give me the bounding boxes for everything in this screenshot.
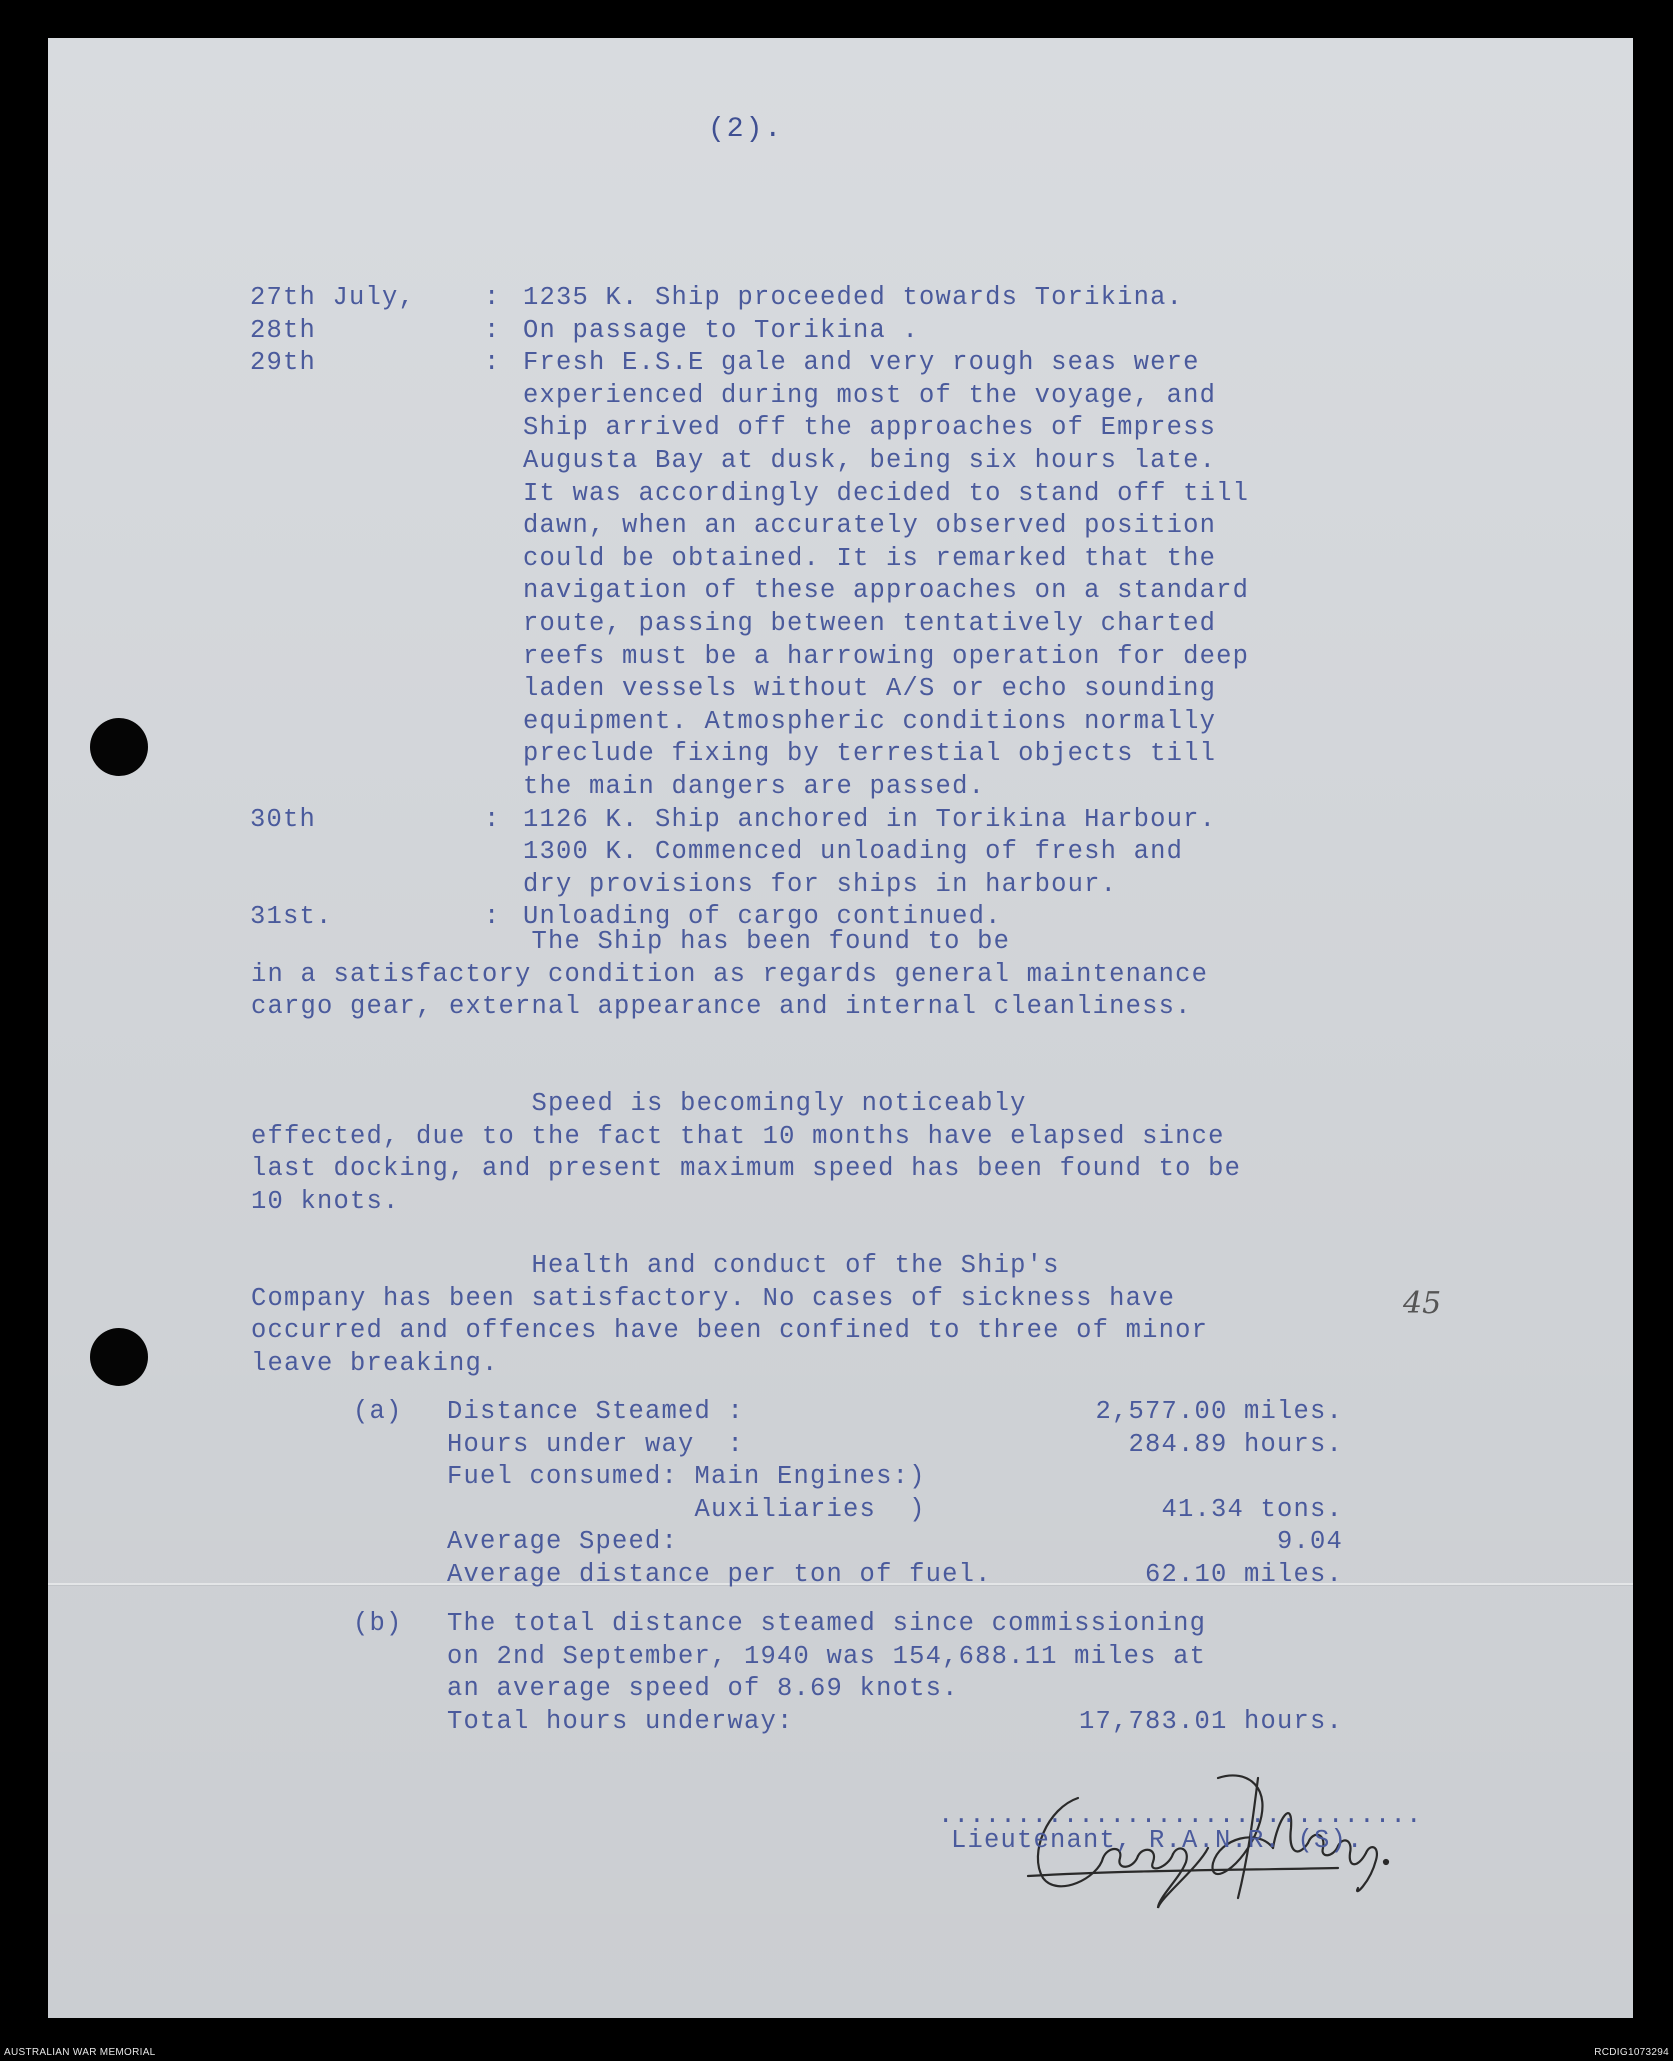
stat-value: 2,577.00 miles. bbox=[1095, 1397, 1343, 1426]
document-page bbox=[48, 38, 1633, 2018]
footer-id: RCDIG1073294 bbox=[1594, 2047, 1669, 2058]
stat-value: 9.04 bbox=[1276, 1527, 1343, 1557]
stat-label: Fuel consumed: Main Engines:) bbox=[447, 1462, 926, 1492]
log-text-line: experienced during most of the voyage, and bbox=[523, 380, 1217, 410]
paragraph-line: Health and conduct of the Ship's bbox=[251, 1251, 1060, 1280]
log-date: 29th bbox=[250, 348, 317, 378]
stat-value: 284.89 hours. bbox=[1128, 1429, 1343, 1459]
log-text-line: route, passing between tentatively charted bbox=[523, 609, 1217, 638]
log-text-line: Unloading of cargo continued. bbox=[523, 902, 1002, 932]
footer-source: AUSTRALIAN WAR MEMORIAL bbox=[4, 2047, 156, 2058]
log-separator: : bbox=[484, 283, 501, 312]
log-text-line: dawn, when an accurately observed position bbox=[523, 511, 1217, 541]
paragraph-line: occurred and offences have been confined to three of minor bbox=[251, 1316, 1209, 1346]
stat-label: Auxiliaries ) bbox=[447, 1494, 926, 1524]
log-text-line: On passage to Torikina . bbox=[523, 315, 920, 345]
log-text-line: Ship arrived off the approaches of Empress bbox=[523, 413, 1217, 443]
margin-note: 45 bbox=[1403, 1286, 1442, 1321]
paragraph-line: cargo gear, external appearance and internal cleanliness. bbox=[251, 992, 1192, 1022]
log-date: 30th bbox=[250, 804, 317, 834]
stat-value: 62.10 miles. bbox=[1144, 1560, 1343, 1589]
log-text-line: reefs must be a harrowing operation for deep bbox=[523, 641, 1250, 671]
log-text-line: 1235 K. Ship proceeded towards Torikina. bbox=[523, 283, 1184, 312]
total-hours-value: 17,783.01 hours. bbox=[1078, 1707, 1343, 1736]
paragraph-line: effected, due to the fact that 10 months have elapsed since bbox=[251, 1121, 1225, 1151]
stats-b-marker: (b) bbox=[353, 1609, 403, 1638]
log-text-line: could be obtained. It is remarked that the bbox=[523, 543, 1217, 573]
paragraph-line: The Ship has been found to be bbox=[251, 927, 1011, 956]
paragraph-line: Company has been satisfactory. No cases of sickness have bbox=[251, 1283, 1176, 1313]
log-text-line: 1300 K. Commenced unloading of fresh and bbox=[523, 837, 1184, 867]
log-text-line: preclude fixing by terrestial objects till bbox=[523, 739, 1217, 769]
log-text-line: the main dangers are passed. bbox=[523, 772, 986, 801]
paragraph-line: 10 knots. bbox=[251, 1186, 400, 1216]
stat-label: Average distance per ton of fuel. bbox=[447, 1560, 992, 1589]
log-text-line: equipment. Atmospheric conditions normally bbox=[523, 706, 1217, 736]
total-hours-label: Total hours underway: bbox=[447, 1707, 794, 1736]
paragraph-line: leave breaking. bbox=[251, 1348, 499, 1378]
log-text-line: Fresh E.S.E gale and very rough seas were bbox=[523, 348, 1200, 378]
log-text-line: dry provisions for ships in harbour. bbox=[523, 869, 1118, 899]
log-text-line: navigation of these approaches on a standard bbox=[523, 576, 1250, 606]
stats-b-line: The total distance steamed since commissioning bbox=[447, 1609, 1207, 1638]
log-separator: : bbox=[484, 902, 501, 932]
log-date: 31st. bbox=[250, 902, 333, 932]
paragraph-line: last docking, and present maximum speed has been found to be bbox=[251, 1154, 1242, 1184]
punch-hole bbox=[90, 1328, 148, 1386]
stats-b-line: an average speed of 8.69 knots. bbox=[447, 1674, 959, 1704]
stat-label: Distance Steamed : bbox=[447, 1397, 745, 1426]
stats-a-marker: (a) bbox=[353, 1397, 403, 1426]
log-separator: : bbox=[484, 348, 501, 378]
log-text-line: It was accordingly decided to stand off till bbox=[523, 478, 1250, 508]
log-text-line: laden vessels without A/S or echo sounding bbox=[523, 674, 1217, 704]
log-text-line: Augusta Bay at dusk, being six hours late. bbox=[523, 446, 1217, 475]
log-separator: : bbox=[484, 804, 501, 834]
stat-value: 41.34 tons. bbox=[1161, 1494, 1343, 1524]
page-number: (2). bbox=[708, 114, 784, 145]
stats-b-line: on 2nd September, 1940 was 154,688.11 miles at bbox=[447, 1641, 1207, 1671]
paragraph-line: in a satisfactory condition as regards general maintenance bbox=[251, 959, 1209, 989]
stat-label: Hours under way : bbox=[447, 1429, 745, 1459]
punch-hole bbox=[90, 718, 148, 776]
paragraph-line: Speed is becomingly noticeably bbox=[251, 1089, 1027, 1118]
signatory-rank: Lieutenant, R.A.N.R. (S). bbox=[951, 1826, 1364, 1855]
log-date: 27th July, bbox=[250, 283, 416, 312]
log-text-line: 1126 K. Ship anchored in Torikina Harbour. bbox=[523, 804, 1217, 834]
signature-line: ............................... bbox=[938, 1801, 1422, 1830]
log-date: 28th bbox=[250, 315, 317, 345]
stat-label: Average Speed: bbox=[447, 1527, 679, 1557]
log-separator: : bbox=[484, 315, 501, 345]
